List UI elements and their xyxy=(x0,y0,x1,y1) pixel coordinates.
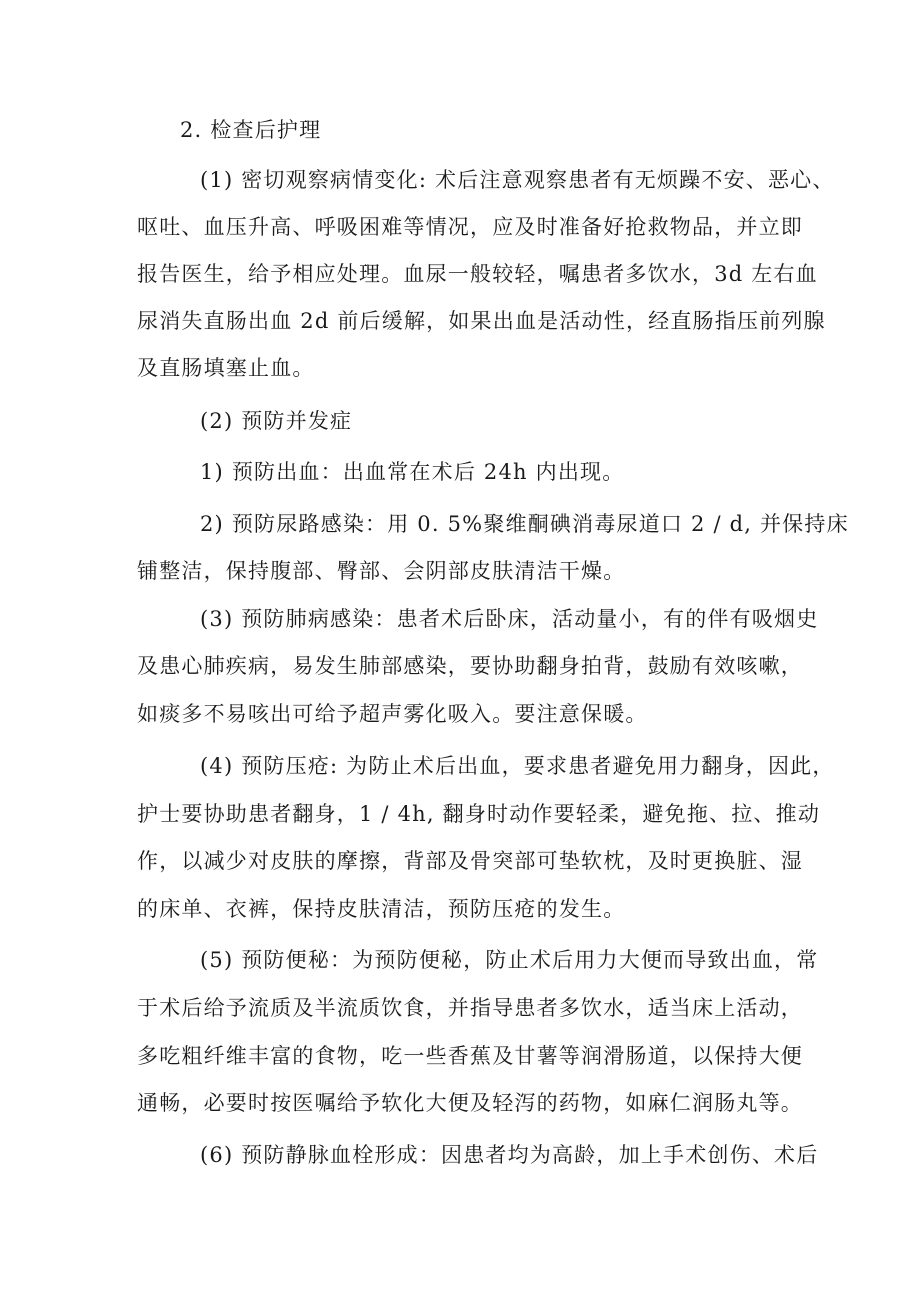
paragraph-line: 报告医生，给予相应处理。血尿一般较轻，嘱患者多饮水，3d 左右血 xyxy=(137,262,818,286)
paragraph-line: 通畅，必要时按医嘱给予软化大便及轻泻的药物，如麻仁润肠丸等。 xyxy=(137,1091,803,1115)
paragraph-line: (4) 预防压疮: 为防止术后出血，要求患者避免用力翻身，因此， xyxy=(200,754,835,778)
subsection-heading-complications: (2) 预防并发症 xyxy=(200,409,353,433)
paragraph-line: 铺整洁，保持腹部、臀部、会阴部皮肤清洁干燥。 xyxy=(137,559,626,583)
paragraph-line: 护士要协助患者翻身，1 / 4h, 翻身时动作要轻柔，避免拖、拉、推动 xyxy=(137,802,821,826)
paragraph-line: (5) 预防便秘：为预防便秘，防止术后用力大便而导致出血，常 xyxy=(200,948,819,972)
paragraph-line: 的床单、衣裤，保持皮肤清洁，预防压疮的发生。 xyxy=(137,897,626,921)
paragraph-line: 于术后给予流质及半流质饮食，并指导患者多饮水，适当床上活动， xyxy=(137,996,803,1020)
paragraph-line: 1) 预防出血：出血常在术后 24h 内出现。 xyxy=(200,460,625,484)
paragraph-line: (6) 预防静脉血栓形成：因患者均为高龄，加上手术创伤、术后 xyxy=(200,1143,819,1167)
paragraph-line: 2) 预防尿路感染：用 0. 5%聚维酮碘消毒尿道口 2 / d, 并保持床 xyxy=(200,512,849,536)
paragraph-line: 作，以减少对皮肤的摩擦，背部及骨突部可垫软枕，及时更换脏、湿 xyxy=(137,849,803,873)
section-heading-post-exam-care: 2. 检查后护理 xyxy=(180,118,322,142)
paragraph-line: 尿消失直肠出血 2d 前后缓解，如果出血是活动性，经直肠指压前列腺 xyxy=(137,309,826,333)
paragraph-line: 如痰多不易咳出可给予超声雾化吸入。要注意保暖。 xyxy=(137,702,648,726)
paragraph-line: 呕吐、血压升高、呼吸困难等情况，应及时准备好抢救物品，并立即 xyxy=(137,215,803,239)
paragraph-line: 及患心肺疾病，易发生肺部感染，要协助翻身拍背，鼓励有效咳嗽， xyxy=(137,654,803,678)
paragraph-line: 及直肠填塞止血。 xyxy=(137,356,315,380)
paragraph-line: (3) 预防肺病感染：患者术后卧床，活动量小，有的伴有吸烟史 xyxy=(200,607,819,631)
paragraph-line: (1) 密切观察病情变化: 术后注意观察患者有无烦躁不安、恶心、 xyxy=(200,168,835,192)
paragraph-line: 多吃粗纤维丰富的食物，吃一些香蕉及甘薯等润滑肠道，以保持大便 xyxy=(137,1044,803,1068)
